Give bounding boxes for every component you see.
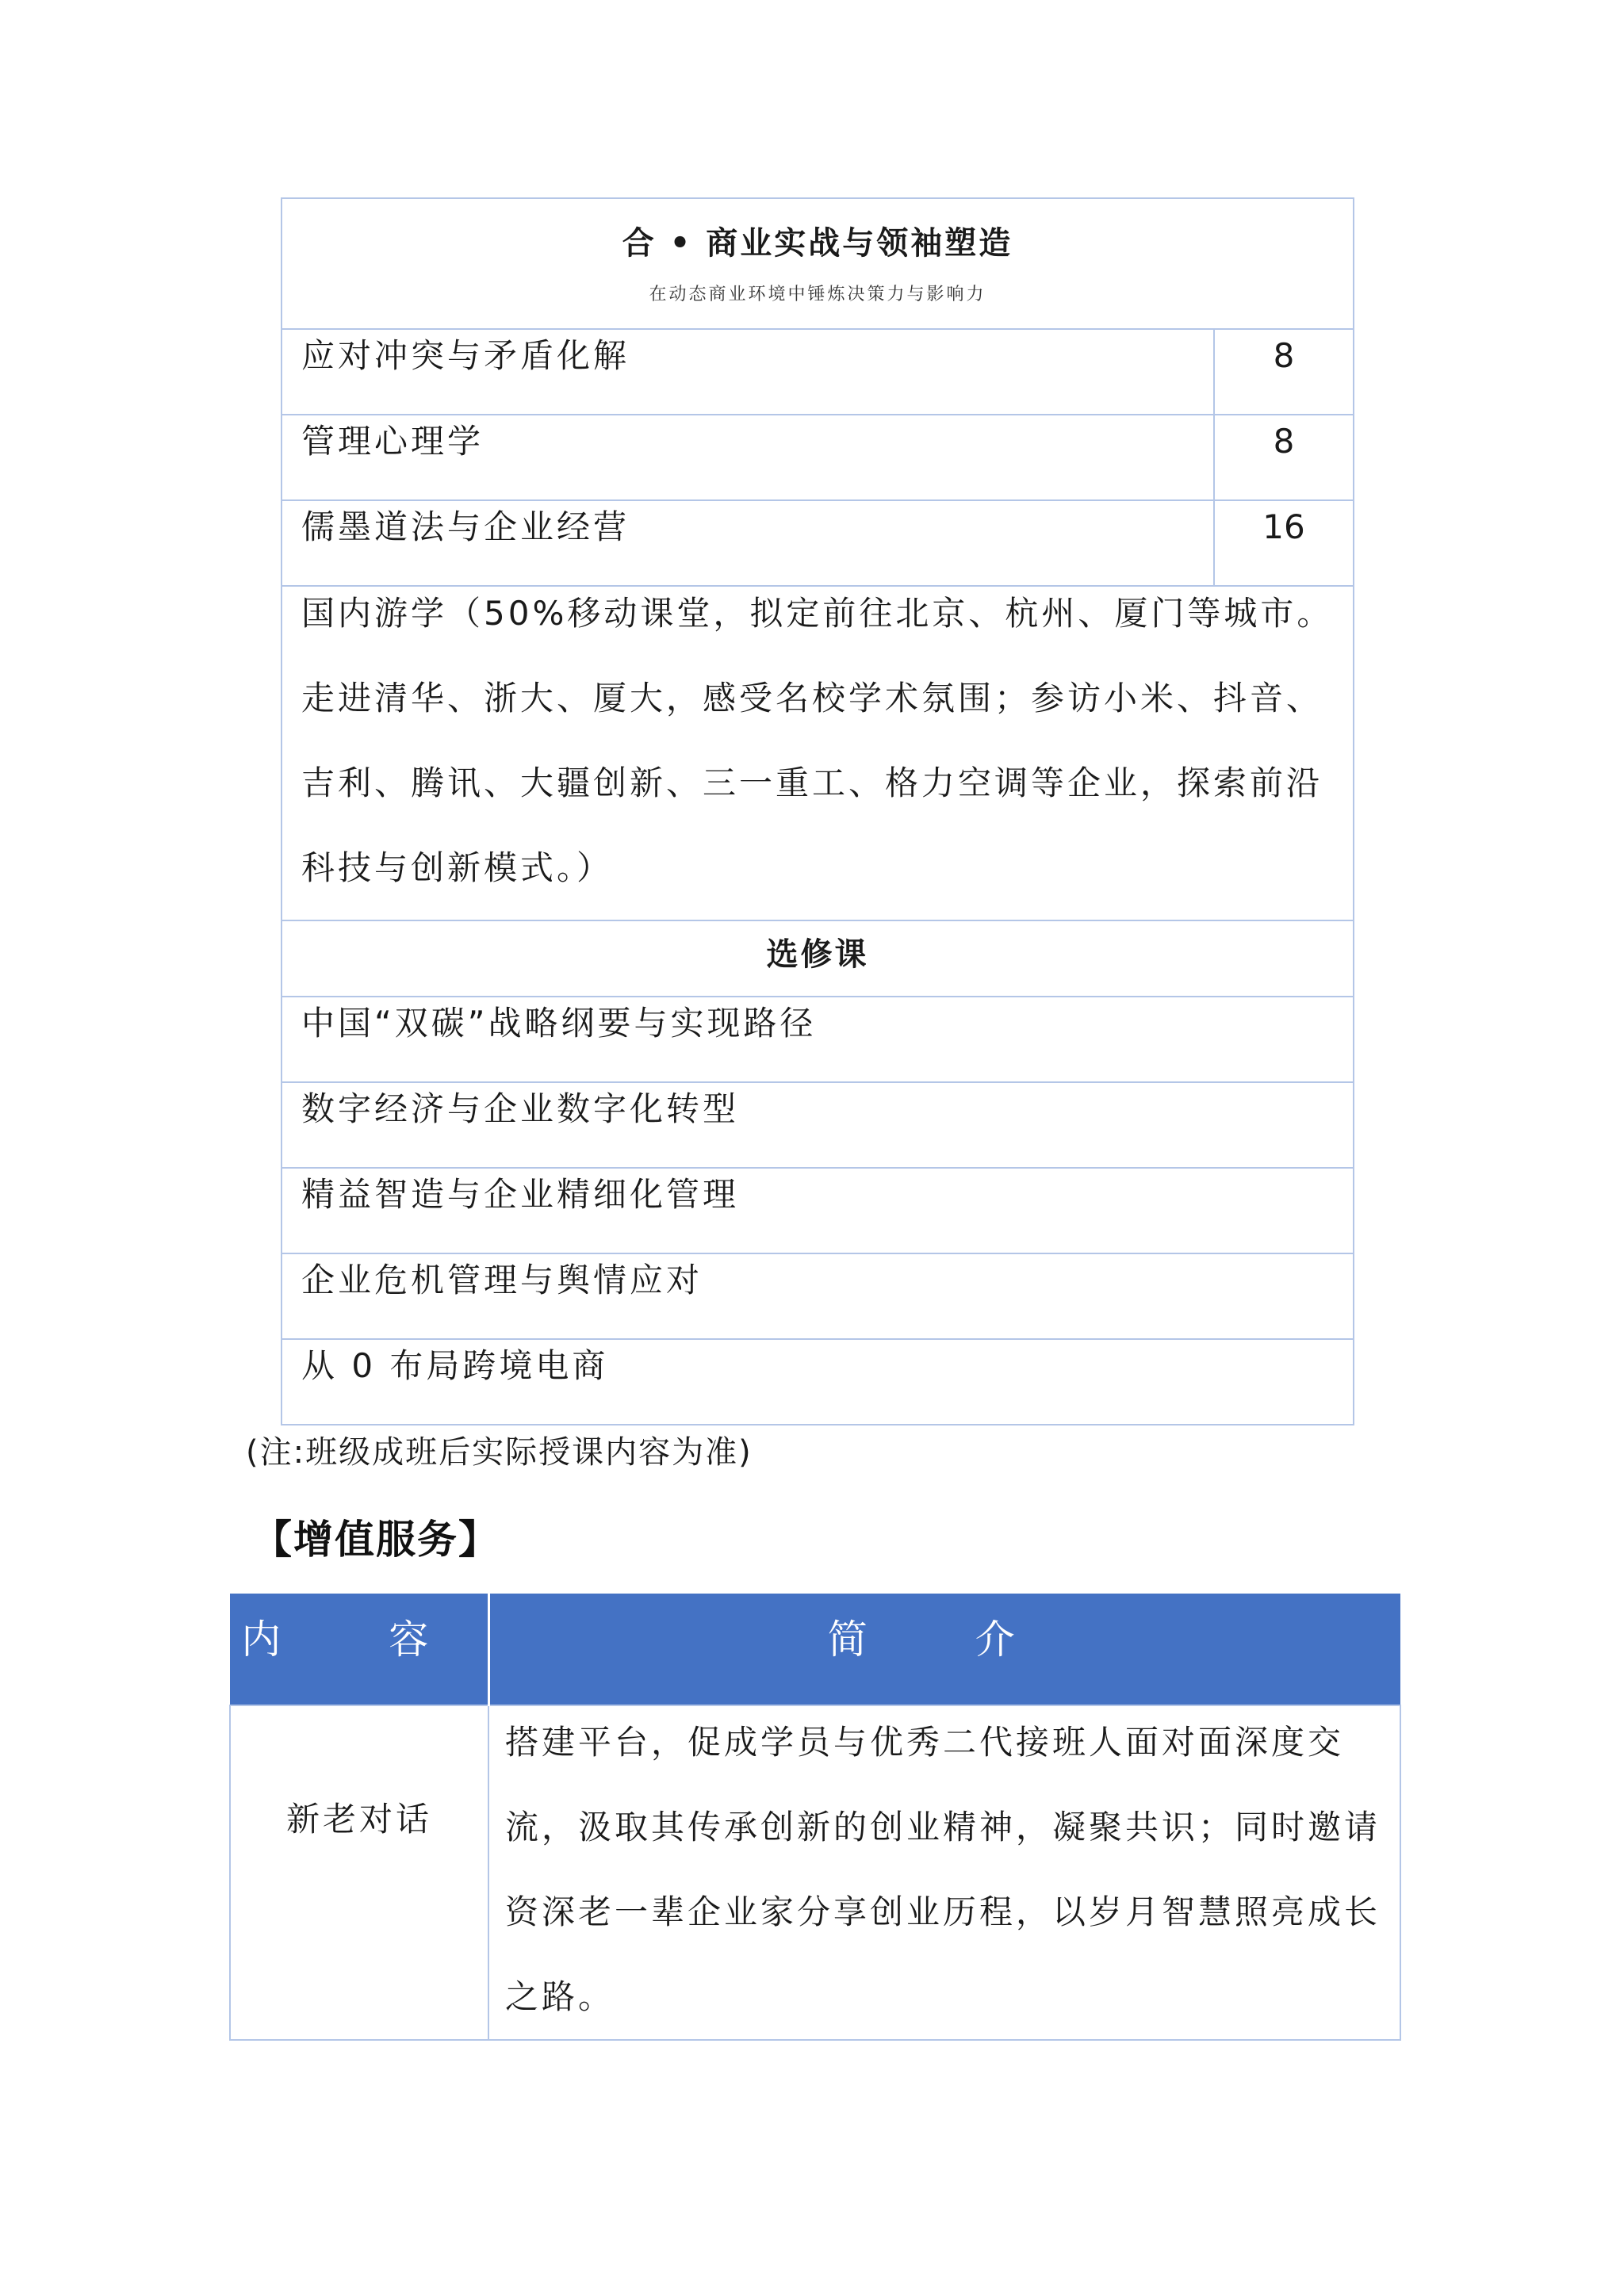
service-description: 搭建平台，促成学员与优秀二代接班人面对面深度交流，汲取其传承创新的创业精神，凝聚共识；同时邀请资深老一辈企业家分享创业历程，以岁月智慧照亮成长之路。 (505, 1723, 1381, 2016)
elective-row (282, 1082, 1354, 1168)
section-header-cell (282, 198, 1354, 329)
elective-name: 数字经济与企业数字化转型 (301, 1089, 740, 1128)
course-name: 应对冲突与矛盾化解 (301, 336, 630, 375)
course-hours: 8 (1273, 336, 1295, 375)
study-tour-text: 国内游学（50%移动课堂，拟定前往北京、杭州、厦门等城市。走进清华、浙大、厦大，感受名校学术氛围；参访小米、抖音、吉利、腾讯、大疆创新、三一重工、格力空调等企业，探索前沿科技与创新模式。） (301, 594, 1334, 887)
service-heading: 【增值服务】 (252, 1517, 500, 1563)
course-row (282, 415, 1354, 500)
study-tour-cell (282, 586, 1354, 920)
service-name: 新老对话 (285, 1800, 432, 1839)
service-table (229, 1594, 1401, 2041)
course-hours: 8 (1273, 422, 1295, 461)
service-header-intro: 简 介 (488, 1594, 1400, 1705)
elective-row (282, 1168, 1354, 1253)
elective-row (282, 1253, 1354, 1339)
section-subtitle: 在动态商业环境中锤炼决策力与影响力 (649, 285, 986, 304)
elective-row (282, 1339, 1354, 1425)
elective-name: 企业危机管理与舆情应对 (301, 1261, 703, 1299)
elective-name: 精益智造与企业精细化管理 (301, 1175, 740, 1214)
elective-title: 选修课 (766, 936, 869, 973)
elective-header-cell (282, 920, 1354, 997)
course-name: 管理心理学 (301, 422, 485, 461)
elective-row (282, 997, 1354, 1082)
course-row (282, 329, 1354, 415)
service-row (230, 1705, 1400, 2040)
service-header-content: 内 容 (230, 1594, 488, 1705)
course-name: 儒墨道法与企业经营 (301, 507, 630, 546)
elective-name: 从 0 布局跨境电商 (301, 1346, 609, 1385)
course-note: (注:班级成班后实际授课内容为准) (246, 1434, 753, 1471)
course-table (281, 197, 1354, 1425)
elective-name: 中国“双碳”战略纲要与实现路径 (301, 1004, 817, 1043)
course-hours: 16 (1262, 507, 1305, 546)
service-header-row (230, 1594, 1400, 1705)
section-title: 合 • 商业实战与领袖塑造 (622, 224, 1013, 262)
